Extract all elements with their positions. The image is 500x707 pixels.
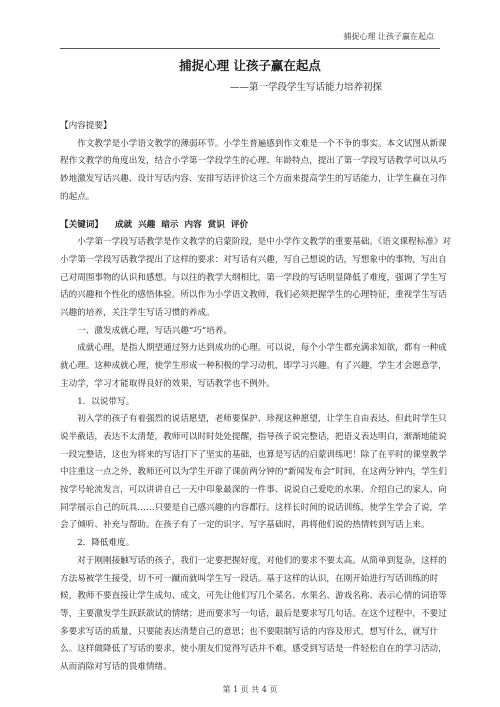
running-title: 捕捉心理 让孩子赢在起点 — [343, 32, 434, 41]
keywords-line — [60, 217, 452, 235]
abstract-text: 作文教学是小学语文教学的薄弱环节。小学生普遍感到作文难是一个不争的事实。本文试图从新课程作文教学的角度出发，结合小学第一学段学生的心理、年龄特点，提出了第一学段写话教学可以从巧妙地激发写话兴趣、设计写话内容、安排写话评价这三个方面来提高学生的写话能力，让学生赢在习作的起点。 — [60, 138, 447, 202]
keywords-text: 成就 兴趣 暗示 内容 赏识 评价 — [114, 219, 249, 230]
document-title: 捕捉心理 让孩子赢在起点 — [179, 58, 321, 73]
abstract-label: 【内容提要】 — [60, 121, 112, 131]
page-header — [60, 26, 440, 49]
point1-heading: 1．以说带写。 — [77, 396, 135, 407]
point1-paragraph: 初入学的孩子有着强烈的说话愿望，老师要保护、珍视这种愿望，让学生自由表达，但此时学生只说半截话，表达不太清楚，教师可以时时处处提醒，指导孩子说完整话，把语义表达明白，渐渐地能说一段完整话，这也为将来的写话打下了坚实的基础，也算是写话的启蒙训练吧！除了在平时的课堂教学中注重这一点之外，教师还可以为学生开辟了课前两分钟的“新闻发布会”时间，在这两分钟内，学生们按学号轮流发言，可以讲讲自己一天中印象最深的一件事、说说自己爱吃的水果、介绍自己的家人、向同学展示自己的玩具……只要是自己感兴趣的内容都行。这样长时间的说话训练，使学生学会了说，学会了倾听、补充与帮助。在孩子有了一定的识字、写字基础时，再将他们说的热情转到写话上来。 — [60, 414, 447, 531]
document-body — [60, 118, 452, 677]
section1-paragraph: 成就心理，是指人期望通过努力达到成功的心理。可以说，每个小学生都充满求知欲，都有一种成就心理。这种成就心理，使学生形成一种积极的学习动机，即学习兴趣。有了兴趣，学生才会愿意学，主动学，学习才能取得良好的效果，写话教学也不例外。 — [60, 343, 447, 389]
section1-heading: 一、激发成就心理，写话兴趣“巧”培养。 — [77, 325, 233, 336]
keywords-label: 【关键词】 — [60, 219, 103, 230]
document-subtitle: ——第一学段学生写话能力培养初探 — [230, 82, 383, 93]
point2-paragraph: 对于刚刚接触写话的孩子，我们一定要把握好度，对他们的要求不要太高。从简单到复杂，这样的方法易被学生接受，切不可一蹴而就叫学生写一段话。基于这样的认识，在刚开始进行写话训练的时候，教师不要直接让学生成句、成文，可先让他们写几个菜名、水果名、游戏名称、表示心情的词语等等，主要激发学生跃跃欲试的情绪；进而要求写一句话，最后是要求写几句话。在这个过程中，不要过多要求写话的质量，只要能表达清楚自己的意思；也不要限制写话的内容及形式，想写什么，就写什么。这样做降低了写话的要求，使小朋友们觉得写话并不难，感受到写话是一件轻松自在的学习活动，从而消除对写话的畏难情绪。 — [60, 555, 447, 673]
intro-paragraph: 小学第一学段写话教学是作文教学的启蒙阶段，是中小学作文教学的重要基础。《语文课程标准》对小学第一学段写话教学提出了这样的要求：对写话有兴趣，写自己想说的话，写想象中的事物，写出自己对周围事物的认识和感想。与以往的教学大纲相比，第一学段的写话明显降低了难度，强调了学生写话的兴趣和个性化的感悟体验。所以作为小学语文教师，我们必须把握学生的心理特征，重视学生写话兴趣的培养，关注学生写话习惯的养成。 — [60, 237, 452, 319]
point2-heading: 2．降低难度。 — [77, 538, 135, 549]
page-footer: 第 1 页 共 4 页 — [222, 685, 278, 694]
